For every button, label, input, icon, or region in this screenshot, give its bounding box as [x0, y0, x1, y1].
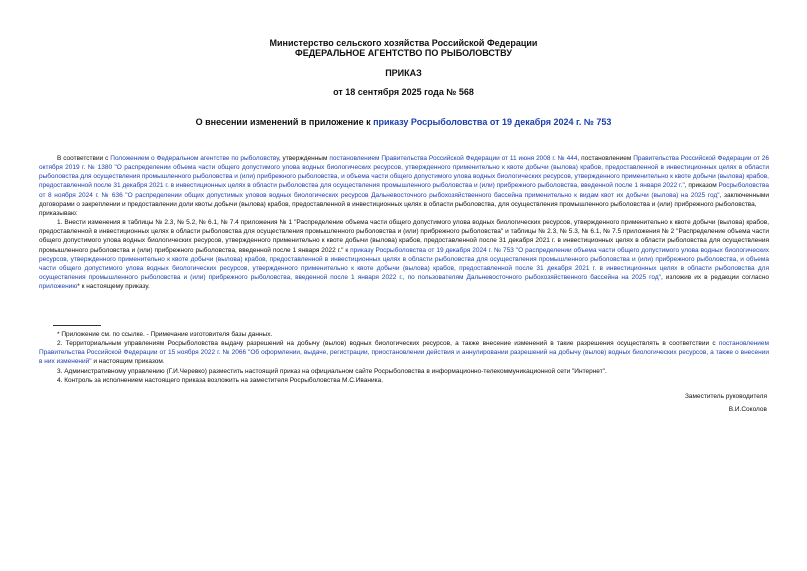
item-1-text-3: * к настоящему приказу.	[77, 283, 150, 291]
preamble-text-1: В соответствии с	[57, 155, 111, 162]
preamble-text-5: , заключенными договорами о закреплении и предоставлении доли квоты добычи (вылова) крабов, предоставленной в инвестиционных целях в области рыболовства, для осуществления промышленного рыболовства и (или) прибрежного рыболовства,	[39, 191, 769, 208]
item-3-paragraph: 3. Административному управлению (Г.И.Черевко) разместить настоящий приказ на официальном сайте Росрыболовства в информационно-телекоммуникационной сети "Интернет".	[57, 367, 607, 375]
item-1-paragraph	[39, 218, 769, 291]
signature-position: Заместитель руководителя	[685, 393, 767, 400]
document-title	[0, 117, 807, 127]
document-body	[39, 154, 769, 291]
item-2-paragraph	[39, 339, 769, 366]
item-2-text-2: и настоящим приказом.	[91, 358, 165, 366]
regulation-link[interactable]: Положением о Федеральном агентстве по рыболовству	[110, 155, 279, 162]
resolution-1380-link[interactable]: Правительства Российской Федерации от 26 октября 2019 г. № 1380 "О распределении объема части общего допустимого улова водных биологических ресурсов, утвержденного применительно к квоте добычи (вылова) крабов, предоставленной в инвестиционных целях в области рыболовства для осуществления промышленного рыболовства и (или) прибрежного рыболовства, и объема части общего допустимого улова водных биологических ресурсов, утвержденного применительно к квоте добычи (вылова) крабов, предоставленной после 31 декабря 2021 г. в инвестиционных целях в области рыболовства для осуществления промышленного рыболовства и (или) прибрежного рыболовства, введенной после 1 января 2022 г."	[39, 155, 770, 190]
order-753-link[interactable]: приказу Росрыболовства от 19 декабря 2024 г. № 753 "О распределении объема части общего допустимого улова водных биологических ресурсов, утвержденного применительно к квоте добычи (вылова) крабов, предоставленной в инвестиционных целях в области рыболовства для осуществления промышленного рыболовства и (или) прибрежного рыболовства, и объема части общего допустимого улова водных биологических ресурсов, утвержденного применительно к квоте добычи (вылова) крабов, предоставленной после 31 декабря 2021 г. в инвестиционных целях в области рыболовства для осуществления промышленного рыболовства и (или) прибрежного рыболовства, введенной после 1 января 2022 г., по пользователям Дальневосточного рыбохозяйственного бассейна на 2025 год"	[39, 246, 769, 282]
resolution-2066-link[interactable]: постановлением Правительства Российской Федерации от 15 ноября 2022 г. № 2066 "Об оформлении, выдаче, регистрации, приостановлении действия и аннулировании разрешений на добычу (вылов) водных биологических ресурсов, а также о внесении в них изменений"	[39, 340, 769, 366]
item-1-text-2: , изложив их в редакции согласно	[660, 274, 769, 282]
ministry-heading: Министерство сельского хозяйства Российской Федерации	[269, 38, 538, 48]
date-number-heading: от 18 сентября 2025 года № 568	[333, 87, 474, 97]
agency-heading: ФЕДЕРАЛЬНОЕ АГЕНТСТВО ПО РЫБОЛОВСТВУ	[295, 48, 512, 58]
doc-type-heading: ПРИКАЗ	[385, 68, 422, 78]
title-order-link[interactable]: приказу Росрыболовства от 19 декабря 2024 г. № 753	[373, 117, 612, 127]
preamble-paragraph	[39, 154, 769, 209]
signature-name: В.И.Соколов	[728, 406, 767, 413]
preamble-text-2: , утвержденным	[278, 155, 330, 162]
title-prefix: О внесении изменений в приложение к	[195, 117, 374, 127]
footnote-and-items	[39, 330, 769, 385]
item-4-paragraph: 4. Контроль за исполнением настоящего приказа возложить на заместителя Росрыболовства М.С.Иваника.	[57, 376, 384, 384]
order-636-link[interactable]: Росрыболовства от 8 ноября 2024 г. № 636 "О распределении общих допустимых уловов водных биологических ресурсов Дальневосточного рыбохозяйственного бассейна применительно к видам квот их добычи (вылова) на 2025 год"	[39, 182, 770, 199]
item-1-text-1: 1. Внести изменения в таблицы № 2.3, № 5.2, № 6.1, № 7.4 приложения № 1 "Распределение объема части общего допустимого улова водных биологических ресурсов, утвержденного применительно к квоте добычи (вылова) крабов, предоставленной в инвестиционных целях в области рыболовства для осуществления промышленного рыболовства и (или) прибрежного рыболовства" и таблицы № 2.3, № 5.3, № 6.1, № 7.5 приложения № 2 "Распределение объема части общего допустимого улова водных биологических ресурсов, утвержденного применительно к квоте добычи (вылова) крабов, предоставленной после 31 декабря 2021 г. в инвестиционных целях в области рыболовства для осуществления промышленного рыболовства и (или) прибрежного рыболовства, введенной после 1 января 2022 г." к	[39, 219, 769, 254]
order-word: приказываю:	[39, 209, 78, 217]
footnote: * Приложение см. по ссылке. - Примечание изготовителя базы данных.	[57, 331, 273, 338]
preamble-text-3: , постановлением	[577, 155, 634, 162]
resolution-444-link[interactable]: постановлением Правительства Российской Федерации от 11 июня 2008 г. № 444	[329, 155, 578, 162]
item-2-text-1: 2. Территориальным управлениям Росрыболовства выдачу разрешений на добычу (вылов) водных биологических ресурсов, а также внесение изменений в такие разрешения осуществлять в соответствии с	[57, 340, 719, 348]
appendix-link[interactable]: приложению	[39, 283, 78, 291]
footnote-separator	[53, 325, 101, 326]
preamble-text-4: , приказом	[684, 182, 719, 190]
